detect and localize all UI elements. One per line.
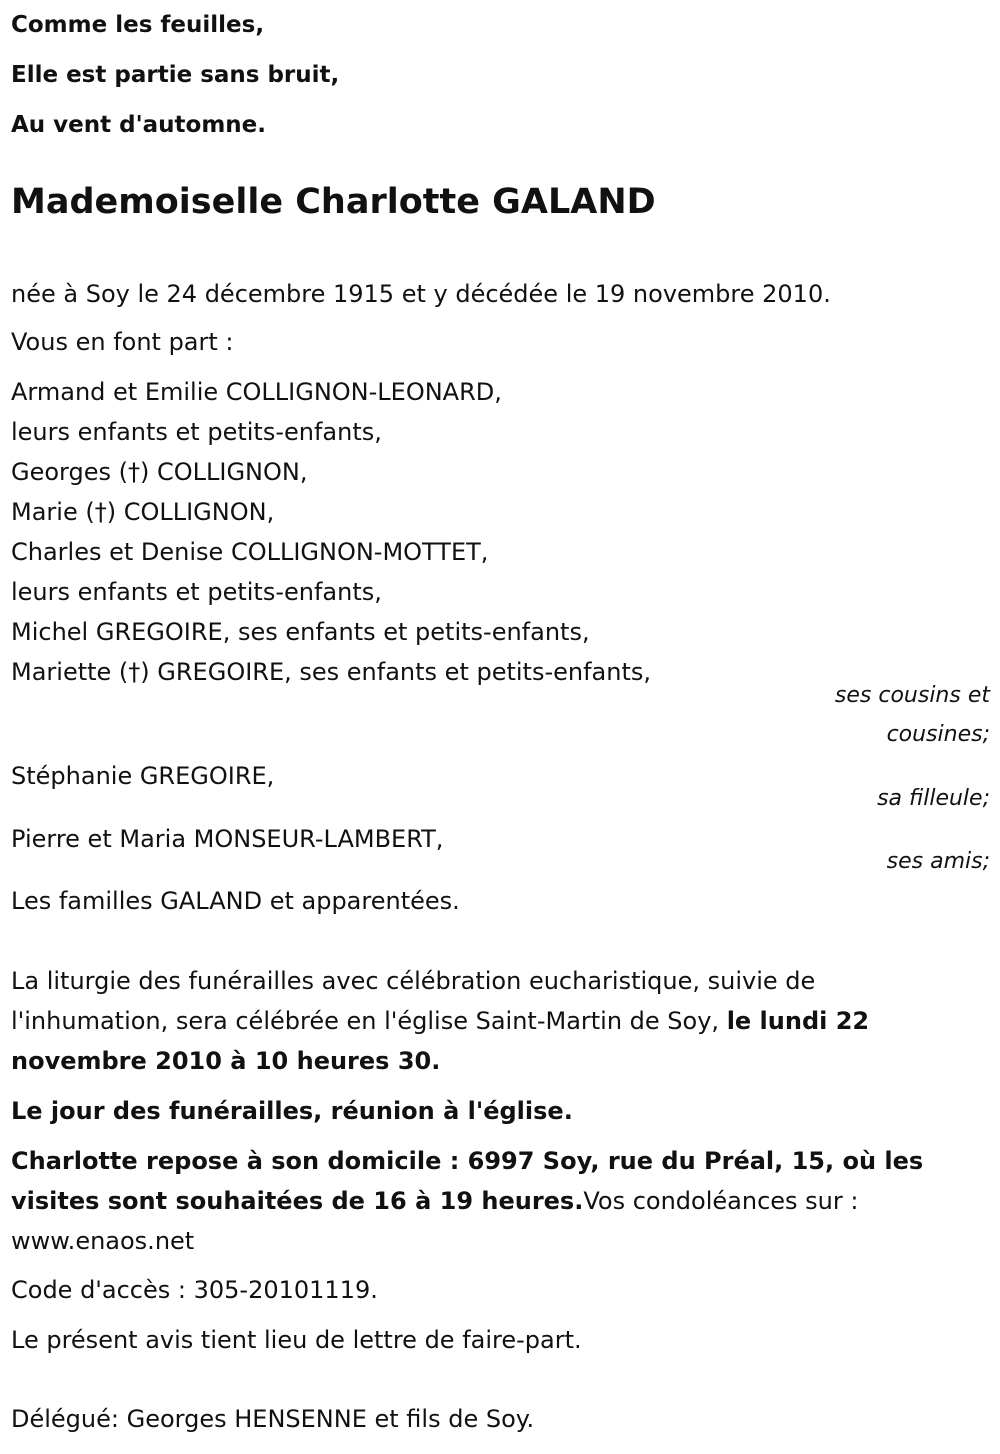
role-cousins-line-1: ses cousins et bbox=[834, 683, 990, 708]
role-filleule: sa filleule; bbox=[877, 786, 990, 811]
liturgy-line-2-plain: l'inhumation, sera célébrée en l'église Saint-Martin de Soy, bbox=[11, 1007, 727, 1035]
announcement-text: Vous en font part : bbox=[11, 328, 234, 356]
rest-line-1: Charlotte repose à son domicile : 6997 Soy, rue du Préal, 15, où les bbox=[11, 1147, 924, 1175]
page-title: Mademoiselle Charlotte GALAND bbox=[11, 182, 656, 222]
liturgy-line-1: La liturgie des funérailles avec célébration eucharistique, suivie de bbox=[11, 967, 816, 995]
access-code-text: Code d'accès : 305-20101119. bbox=[11, 1276, 378, 1304]
role-cousins-line-2: cousines; bbox=[886, 722, 990, 747]
family-line-3: Georges (†) COLLIGNON, bbox=[11, 458, 308, 486]
liturgy-date-bold: le lundi 22 bbox=[726, 1007, 870, 1035]
family-line-7: Michel GREGOIRE, ses enfants et petits-enfants, bbox=[11, 618, 590, 646]
family-line-8: Mariette (†) GREGOIRE, ses enfants et petits-enfants, bbox=[11, 658, 652, 686]
family-line-6: leurs enfants et petits-enfants, bbox=[11, 578, 382, 606]
notice-text: Le présent avis tient lieu de lettre de faire-part. bbox=[11, 1326, 582, 1354]
family-line-5: Charles et Denise COLLIGNON-MOTTET, bbox=[11, 538, 489, 566]
rest-visits-bold: visites sont souhaitées de 16 à 19 heures. bbox=[11, 1187, 584, 1215]
family-line-2: leurs enfants et petits-enfants, bbox=[11, 418, 382, 446]
liturgy-line-3: novembre 2010 à 10 heures 30. bbox=[11, 1047, 441, 1075]
liturgy-line-2 bbox=[11, 1007, 869, 1035]
poem-line-1: Comme les feuilles, bbox=[11, 12, 265, 38]
poem-line-3: Au vent d'automne. bbox=[11, 112, 267, 138]
family-line-4: Marie (†) COLLIGNON, bbox=[11, 498, 275, 526]
reunion-text: Le jour des funérailles, réunion à l'église. bbox=[11, 1097, 573, 1125]
friends-name: Pierre et Maria MONSEUR-LAMBERT, bbox=[11, 825, 444, 853]
rest-condolences-text: Vos condoléances sur : bbox=[583, 1187, 859, 1215]
filleule-name: Stéphanie GREGOIRE, bbox=[11, 762, 275, 790]
website-link[interactable]: www.enaos.net bbox=[11, 1227, 195, 1255]
birth-death-text: née à Soy le 24 décembre 1915 et y décédée le 19 novembre 2010. bbox=[11, 280, 831, 308]
rest-line-2 bbox=[11, 1187, 858, 1215]
delegate-text: Délégué: Georges HENSENNE et fils de Soy. bbox=[11, 1405, 535, 1433]
family-line-1: Armand et Emilie COLLIGNON-LEONARD, bbox=[11, 378, 502, 406]
poem-line-2: Elle est partie sans bruit, bbox=[11, 62, 340, 88]
role-friends: ses amis; bbox=[886, 849, 990, 874]
families-text: Les familles GALAND et apparentées. bbox=[11, 887, 460, 915]
